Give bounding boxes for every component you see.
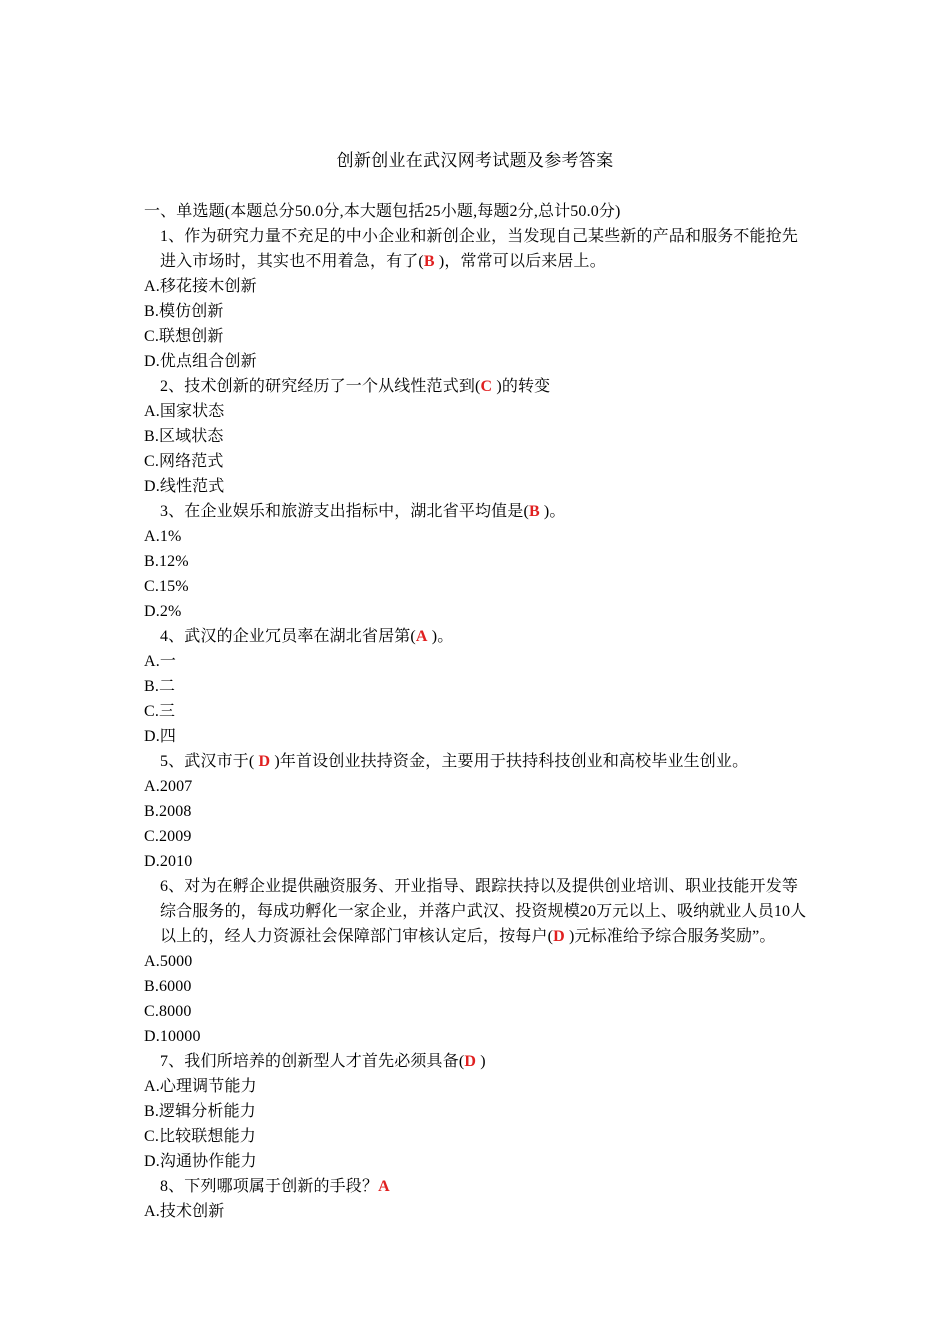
question-stem bbox=[144, 374, 812, 399]
answer-key: D bbox=[553, 928, 565, 945]
option: A.一 bbox=[144, 653, 177, 670]
question-text-end: )年首设创业扶持资金，主要用于扶持科技创业和高校毕业生创业。 bbox=[270, 753, 749, 770]
question-2 bbox=[144, 374, 812, 499]
option: D.沟通协作能力 bbox=[144, 1153, 257, 1170]
option: B.6000 bbox=[144, 978, 192, 995]
document-title: 创新创业在武汉网考试题及参考答案 bbox=[336, 151, 614, 170]
question-list bbox=[144, 224, 812, 1224]
option: B.12% bbox=[144, 553, 189, 570]
option: A.1% bbox=[144, 528, 182, 545]
option: A.5000 bbox=[144, 953, 193, 970]
question-8 bbox=[144, 1174, 812, 1224]
question-stem bbox=[144, 1049, 812, 1074]
option: D.四 bbox=[144, 728, 177, 745]
option: B.模仿创新 bbox=[144, 303, 224, 320]
question-text: 3、在企业娱乐和旅游支出指标中，湖北省平均值是( bbox=[160, 503, 529, 520]
option: C.2009 bbox=[144, 828, 192, 845]
option: A.移花接木创新 bbox=[144, 278, 257, 295]
question-text-end: )的转变 bbox=[492, 378, 551, 395]
answer-key: B bbox=[423, 253, 435, 270]
option: A.心理调节能力 bbox=[144, 1078, 257, 1095]
question-text-end: )。 bbox=[539, 503, 566, 520]
option: D.2010 bbox=[144, 853, 193, 870]
question-text: 2、技术创新的研究经历了一个从线性范式到( bbox=[160, 378, 481, 395]
question-3 bbox=[144, 499, 812, 624]
option: B.二 bbox=[144, 678, 176, 695]
question-4 bbox=[144, 624, 812, 749]
option: A.国家状态 bbox=[144, 403, 225, 420]
question-text: 7、我们所培养的创新型人才首先必须具备( bbox=[160, 1053, 465, 1070]
question-stem bbox=[144, 224, 812, 274]
question-text: 4、武汉的企业冗员率在湖北省居第( bbox=[160, 628, 416, 645]
question-6 bbox=[144, 874, 812, 1049]
answer-key: A bbox=[415, 628, 428, 645]
option: A.技术创新 bbox=[144, 1203, 225, 1220]
option: C.联想创新 bbox=[144, 328, 224, 345]
question-stem bbox=[144, 1174, 812, 1199]
option: A.2007 bbox=[144, 778, 193, 795]
question-text-end: )元标准给予综合服务奖励”。 bbox=[564, 928, 776, 945]
option: C.15% bbox=[144, 578, 189, 595]
option: B.2008 bbox=[144, 803, 192, 820]
question-text-end: )，常常可以后来居上。 bbox=[434, 253, 606, 270]
section-heading: 一、单选题(本题总分50.0分,本大题包括25小题,每题2分,总计50.0分) bbox=[144, 203, 621, 220]
question-stem bbox=[144, 499, 812, 524]
question-text: 1、作为研究力量不充足的中小企业和新创企业，当发现自己某些新的产品和服务不能抢先进入市场时，其实也不用着急，有了( bbox=[160, 228, 799, 270]
question-1 bbox=[144, 224, 812, 374]
question-text: 5、武汉市于( bbox=[160, 753, 259, 770]
answer-key: B bbox=[528, 503, 540, 520]
question-7 bbox=[144, 1049, 812, 1174]
question-text: 6、对为在孵企业提供融资服务、开业指导、跟踪扶持以及提供创业培训、职业技能开发等综合服务的，每成功孵化一家企业，并落户武汉、投资规模20万元以上、吸纳就业人员10人以上的，经人力资源社会保障部门审核认定后，按每户( bbox=[160, 878, 807, 945]
question-text: 8、下列哪项属于创新的手段？ bbox=[160, 1178, 379, 1195]
question-5 bbox=[144, 749, 812, 874]
question-stem bbox=[144, 624, 812, 649]
answer-key: D bbox=[258, 753, 271, 770]
option: B.逻辑分析能力 bbox=[144, 1103, 256, 1120]
option: C.网络范式 bbox=[144, 453, 224, 470]
option: D.10000 bbox=[144, 1028, 201, 1045]
option: C.三 bbox=[144, 703, 176, 720]
option: D.2% bbox=[144, 603, 182, 620]
document-body bbox=[144, 199, 812, 1224]
answer-key: C bbox=[480, 378, 493, 395]
question-text-end: ) bbox=[476, 1053, 486, 1070]
question-text-end: )。 bbox=[427, 628, 454, 645]
answer-key: A bbox=[378, 1178, 390, 1195]
answer-key: D bbox=[464, 1053, 477, 1070]
question-stem bbox=[144, 749, 812, 774]
option: C.8000 bbox=[144, 1003, 192, 1020]
option: B.区域状态 bbox=[144, 428, 224, 445]
option: C.比较联想能力 bbox=[144, 1128, 256, 1145]
option: D.线性范式 bbox=[144, 478, 225, 495]
question-stem bbox=[144, 874, 812, 949]
option: D.优点组合创新 bbox=[144, 353, 257, 370]
